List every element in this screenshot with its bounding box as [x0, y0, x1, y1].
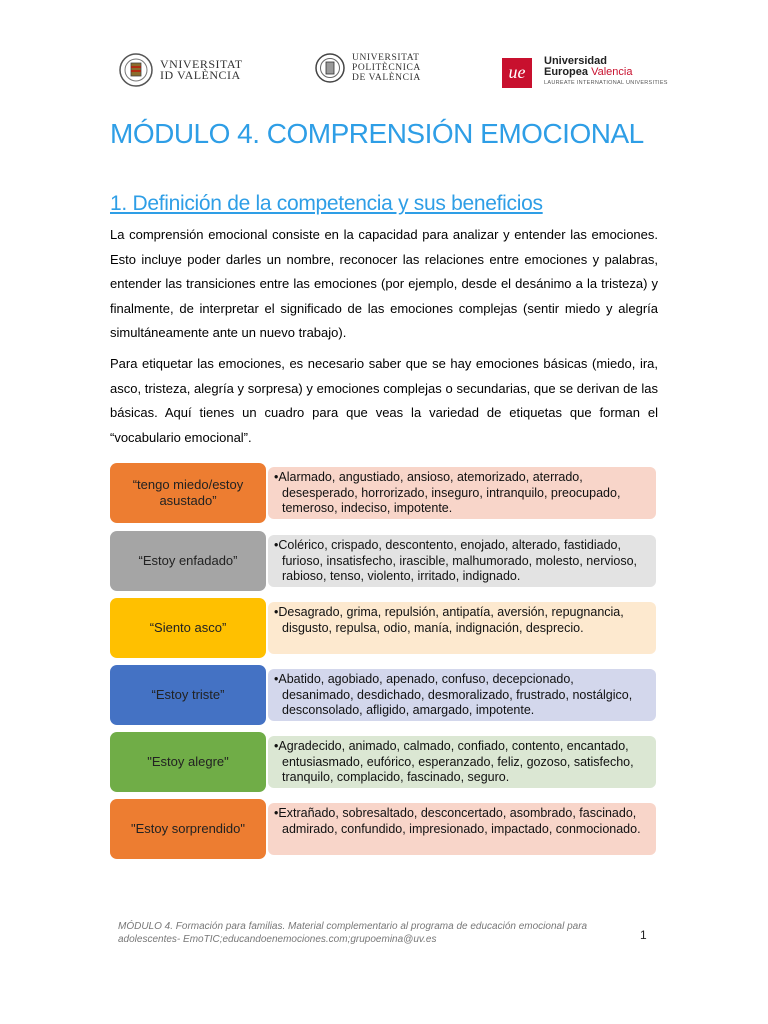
page-title: MÓDULO 4. COMPRENSIÓN EMOCIONAL — [110, 118, 644, 149]
logo-upv-line1: UNIVERSITAT — [352, 53, 420, 63]
emotion-words-text: Desagrado, grima, repulsión, antipatía, aversión, repugnancia, disgusto, repulsa, odio, manía, indignación, desprecio. — [278, 605, 624, 635]
header-logos — [0, 50, 768, 90]
emotion-words-box — [268, 535, 656, 587]
logo-uv-line1: VNIVERSITAT — [160, 57, 243, 71]
logo-upv-line2: POLITÈCNICA — [352, 63, 421, 73]
logo-ue-line1: Universidad — [544, 55, 607, 67]
emotion-words-text: Colérico, crispado, descontento, enojado, alterado, fastidiado, furioso, insatisfecho, irascible, malhumorado, molesto, nervioso, rabioso, tenso, violento, irritado, indignado. — [278, 538, 638, 583]
emotion-row-triste — [110, 665, 656, 725]
logo-universitat-valencia — [118, 52, 243, 88]
emotion-row-enfadado — [110, 531, 656, 591]
emotion-words-text: Alarmado, angustiado, ansioso, atemorizado, aterrado, desesperado, horrorizado, inseguro, intranquilo, preocupado, temeroso, indeciso, impotente. — [278, 470, 621, 515]
paragraph-vocabulary: Para etiquetar las emociones, es necesario saber que se hay emociones básicas (miedo, ira, asco, tristeza, alegría y sorpresa) y emociones complejas o secundarias, que se derivan de las básicas. Aquí tienes un cuadro para que veas la variedad de etiquetas que forman el “vocabulario emocional”. — [110, 356, 658, 445]
emotion-label: “Estoy triste” — [110, 665, 266, 725]
seal-icon — [118, 52, 154, 88]
emotion-row-miedo — [110, 463, 656, 523]
logo-ue-line2b: Valencia — [591, 66, 633, 78]
emotion-label: "Estoy alegre" — [110, 732, 266, 792]
emotion-words: •Agradecido, animado, calmado, confiado, contento, encantado, entusiasmado, eufórico, esperanzado, feliz, gozoso, satisfecho, tranquilo, complacido, fascinado, seguro. — [274, 739, 634, 784]
logo-upv-line3: DE VALÈNCIA — [352, 73, 421, 83]
emotion-words-box — [268, 669, 656, 721]
emotion-row-asco — [110, 598, 656, 658]
emotion-label: “Siento asco” — [110, 598, 266, 658]
emotion-label: “tengo miedo/estoy asustado” — [110, 463, 266, 523]
section-title: 1. Definición de la competencia y sus beneficios — [110, 192, 543, 215]
emotion-words: •Desagrado, grima, repulsión, antipatía, aversión, repugnancia, disgusto, repulsa, odio, manía, indignación, desprecio. — [274, 605, 624, 635]
emotion-row-alegre — [110, 732, 656, 792]
logo-ue-line2a: Europea — [544, 66, 589, 78]
emotion-words-text: Extrañado, sobresaltado, desconcertado, asombrado, fascinado, admirado, confundido, impresionado, impactado, conmocionado. — [278, 806, 641, 836]
page-number: 1 — [640, 928, 647, 942]
emotion-row-sorprendido — [110, 799, 656, 859]
paragraph-definition: La comprensión emocional consiste en la capacidad para analizar y entender las emociones. Esto incluye poder darles un nombre, reconocer las relaciones entre emociones y palabras, entender las transiciones entre las emociones (por ejemplo, desde el desánimo a la tristeza) y finalmente, de interpretar el significado de las emociones complejas (sentir miedo y alegría simultáneamente ante un nuevo trabajo). — [110, 227, 658, 340]
logo-universidad-europea — [502, 56, 668, 89]
emotion-label: "Estoy sorprendido" — [110, 799, 266, 859]
emotion-words: •Colérico, crispado, descontento, enojado, alterado, fastidiado, furioso, insatisfecho, irascible, malhumorado, molesto, nervioso, rabioso, tenso, violento, irritado, indignado. — [274, 538, 638, 583]
emotion-label: “Estoy enfadado” — [110, 531, 266, 591]
logo-ue-line3: LAUREATE INTERNATIONAL UNIVERSITIES — [544, 80, 668, 86]
emotion-words: •Extrañado, sobresaltado, desconcertado, asombrado, fascinado, admirado, confundido, impresionado, impactado, conmocionado. — [274, 806, 641, 836]
logo-universitat-politecnica — [314, 52, 421, 84]
emotion-words: •Alarmado, angustiado, ansioso, atemorizado, aterrado, desesperado, horrorizado, inseguro, intranquilo, preocupado, temeroso, indeciso, impotente. — [274, 470, 621, 515]
ue-logo-icon: ue — [502, 58, 532, 88]
emotion-words-text: Abatido, agobiado, apenado, confuso, decepcionado, desanimado, desdichado, desmoralizado, frustrado, nostálgico, desconsolado, afligido, amargado, impotente. — [278, 672, 633, 717]
emotion-words-box — [268, 803, 656, 855]
emotion-words-box — [268, 602, 656, 654]
emotion-words-box — [268, 467, 656, 519]
logo-uv-line2: ID VALÈNCIA — [160, 68, 241, 82]
seal-icon — [314, 52, 346, 84]
emotion-words-box — [268, 736, 656, 788]
emotion-words-text: Agradecido, animado, calmado, confiado, contento, encantado, entusiasmado, eufórico, esperanzado, feliz, gozoso, satisfecho, tranquilo, complacido, fascinado, seguro. — [278, 739, 634, 784]
footer-note: MÓDULO 4. Formación para familias. Material complementario al programa de educación emocional para adolescentes- EmoTIC;educandoenemociones.com;grupoemina@uv.es — [118, 921, 588, 945]
emotion-words: •Abatido, agobiado, apenado, confuso, decepcionado, desanimado, desdichado, desmoralizado, frustrado, nostálgico, desconsolado, afligido, amargado, impotente. — [274, 672, 633, 717]
